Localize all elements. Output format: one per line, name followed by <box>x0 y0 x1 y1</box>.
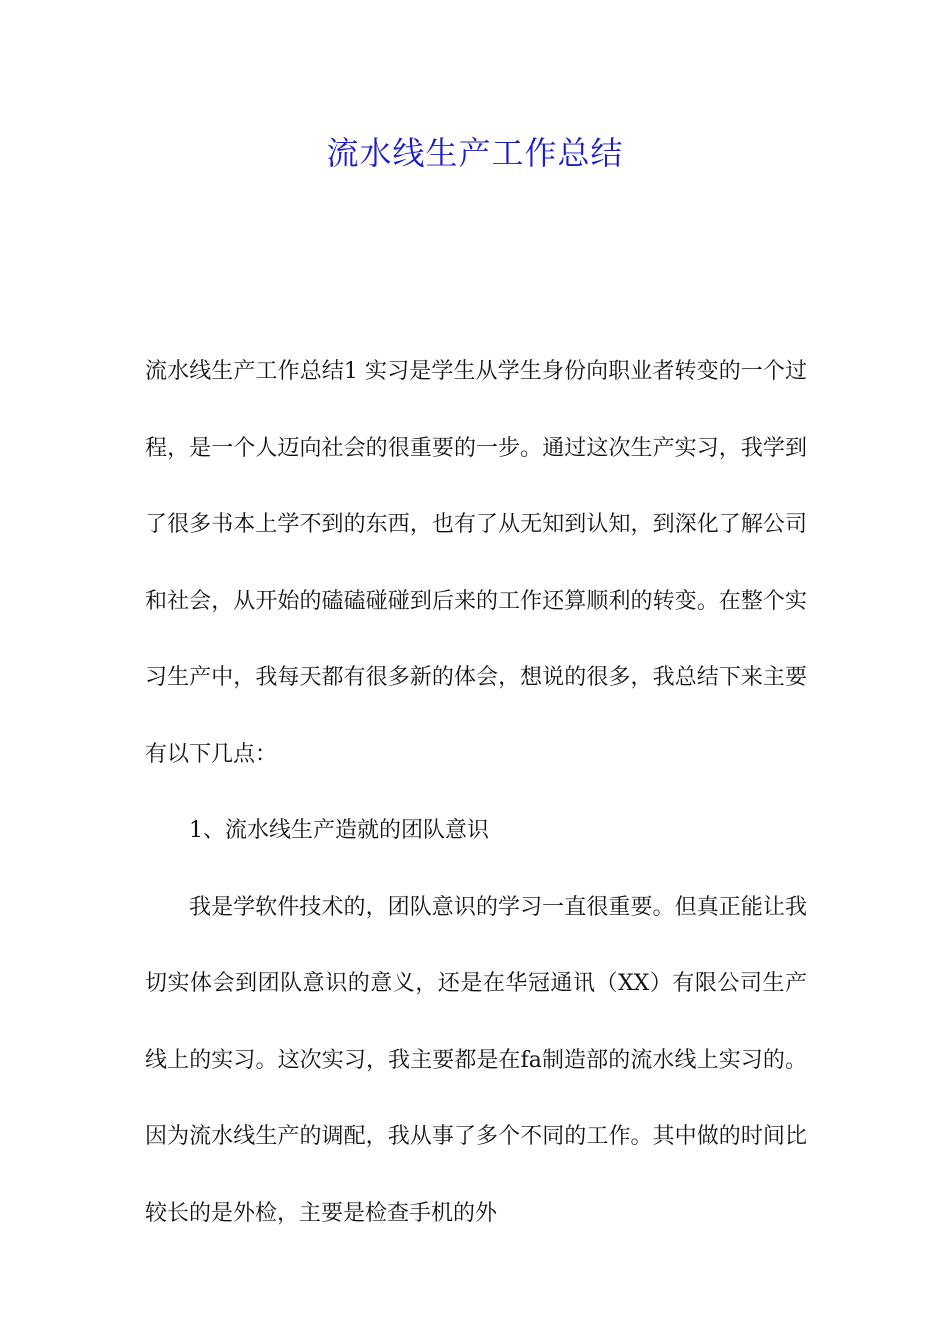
paragraph-1 <box>145 334 807 793</box>
section-heading: 流水线生产工作总结1 <box>145 359 358 384</box>
document-body <box>145 334 807 1252</box>
paragraph-text: 实习是学生从学生身份向职业者转变的一个过程，是一个人迈向社会的很重要的一步。通过这次生产实习，我学到了很多书本上学不到的东西，也有了从无知到认知，到深化了解公司和社会，从开始的磕磕碰碰到后来的工作还算顺利的转变。在整个实习生产中，我每天都有很多新的体会，想说的很多，我总结下来主要有以下几点： <box>145 359 808 767</box>
paragraph-3: 我是学软件技术的，团队意识的学习一直很重要。但真正能让我切实体会到团队意识的意义，还是在华冠通讯（XX）有限公司生产线上的实习。这次实习，我主要都是在fa制造部的流水线上实习的。因为流水线生产的调配，我从事了多个不同的工作。其中做的时间比较长的是外检，主要是检查手机的外 <box>145 894 807 1226</box>
document-title: 流水线生产工作总结 <box>326 134 624 172</box>
paragraph-2: 1、流水线生产造就的团队意识 <box>189 818 489 843</box>
heading-gap <box>358 359 365 384</box>
